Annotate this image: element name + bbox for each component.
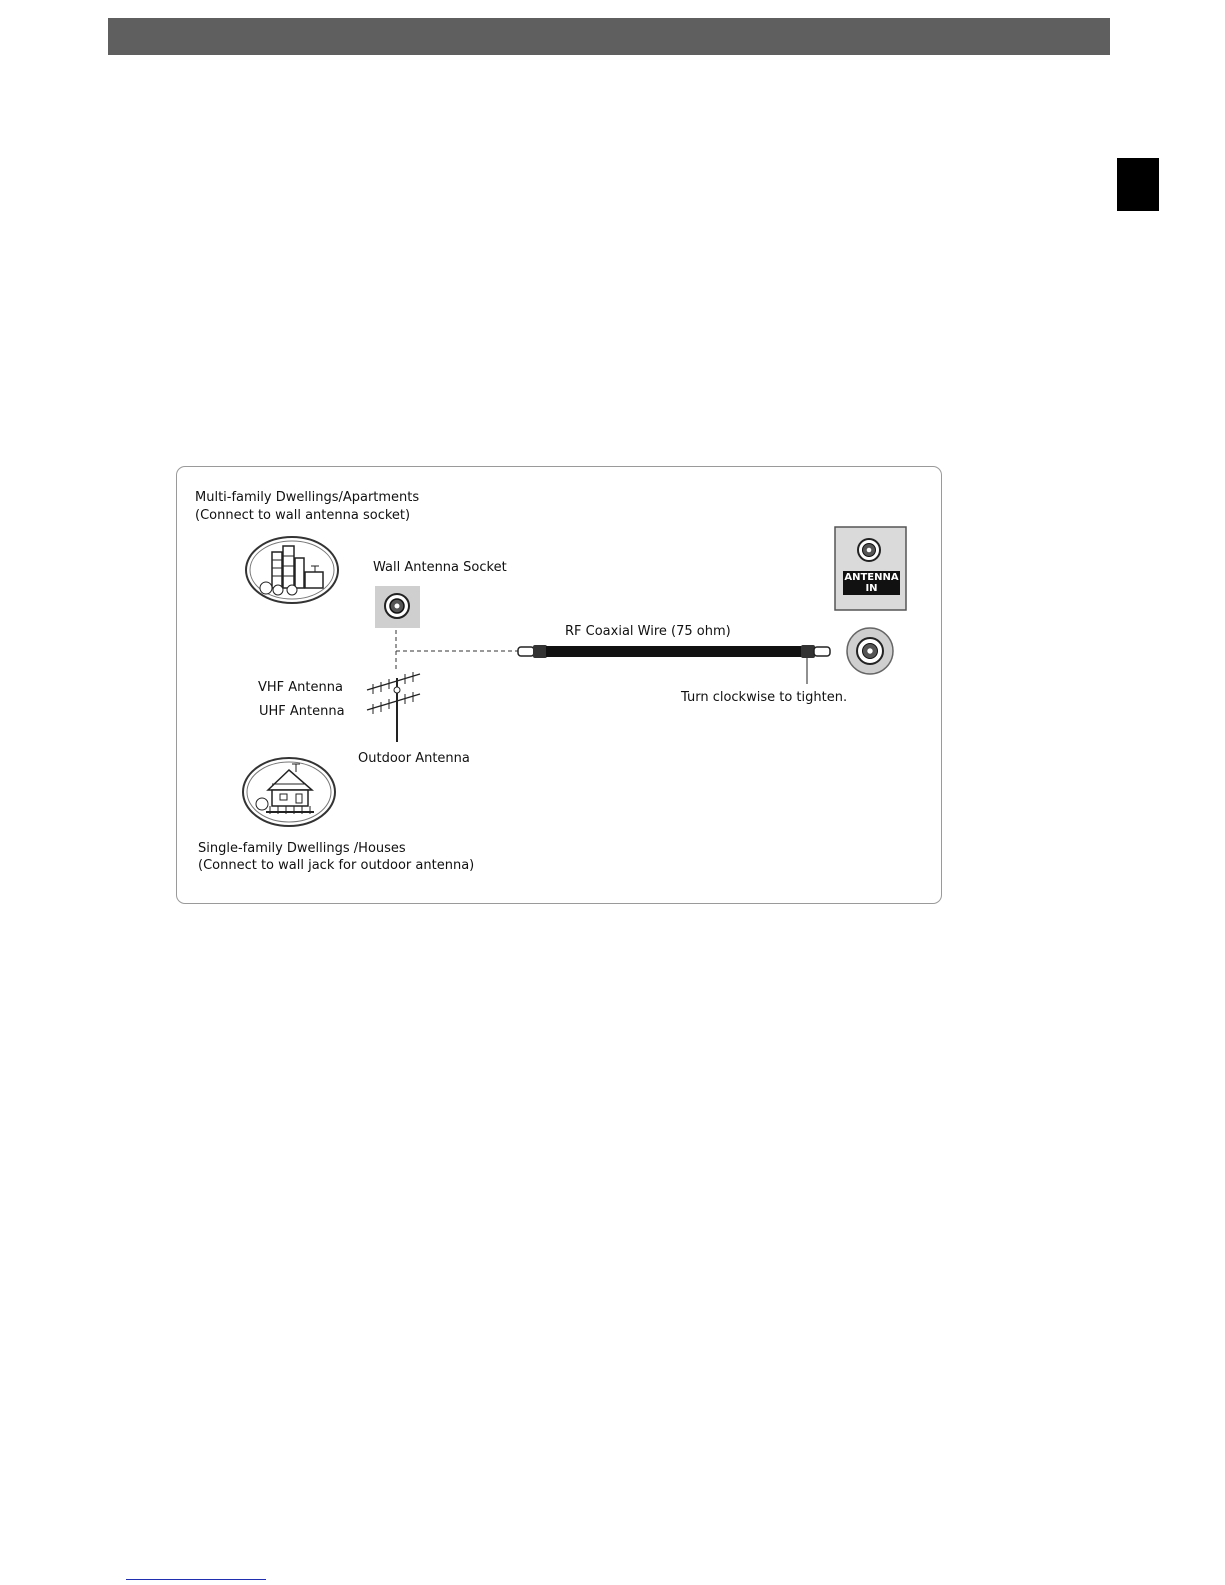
tv-port-label-line1: ANTENNA [844,572,899,583]
single-family-note: (Connect to wall jack for outdoor antenna) [198,858,475,873]
coax-label: RF Coaxial Wire (75 ohm) [565,624,731,639]
outdoor-label: Outdoor Antenna [358,751,470,766]
coax-socket-icon [375,586,420,628]
outdoor-antenna-icon [367,672,420,742]
vhf-label: VHF Antenna [258,680,343,695]
tighten-label: Turn clockwise to tighten. [681,690,848,705]
tv-port-label [843,572,900,594]
apartment-building-icon [246,537,338,603]
multi-family-title: Multi-family Dwellings/Apartments [195,490,420,505]
coaxial-cable-icon [518,645,830,684]
house-icon [243,758,335,826]
uhf-label: UHF Antenna [259,704,345,719]
footer-rule [126,1579,266,1580]
tv-port-label-line2: IN [865,583,878,594]
wall-socket-label: Wall Antenna Socket [373,560,507,575]
tv-antenna-input-icon [835,527,906,674]
single-family-title: Single-family Dwellings /Houses [198,841,406,856]
multi-family-note: (Connect to wall antenna socket) [195,508,411,523]
